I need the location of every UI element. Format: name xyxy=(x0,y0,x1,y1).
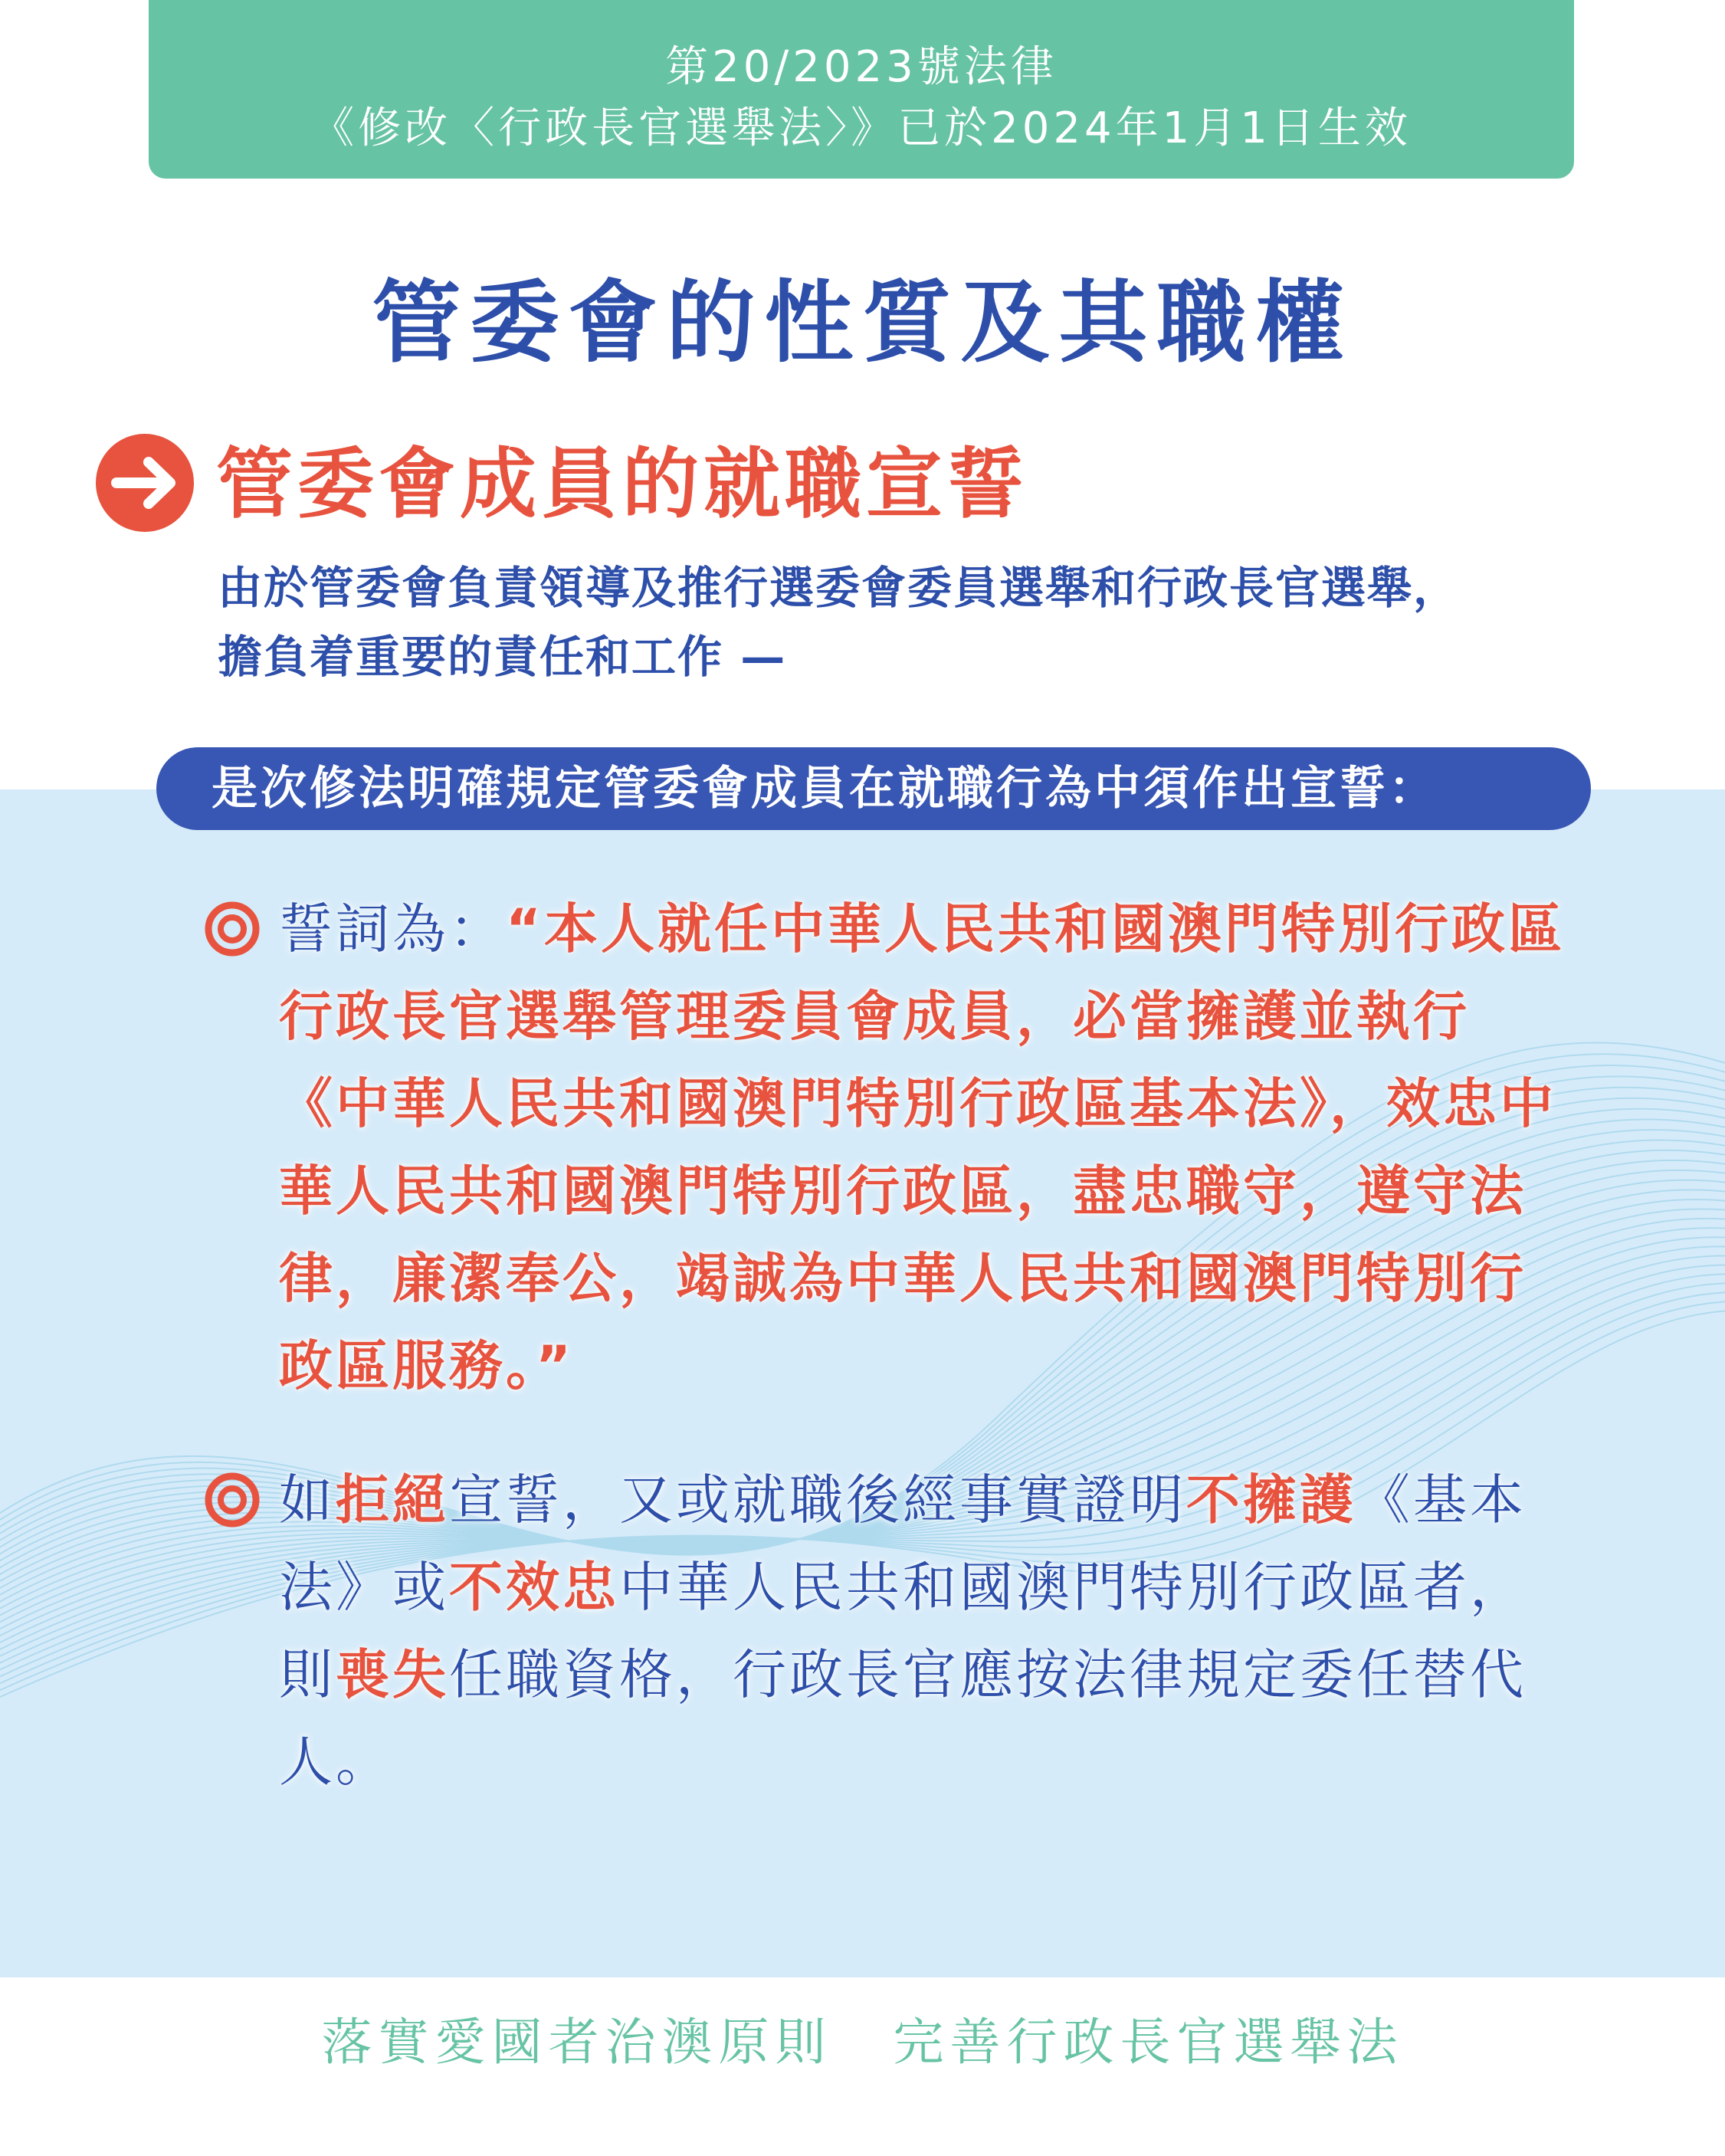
text-segment: 宣誓，又或就職後經事實證明 xyxy=(449,1469,1186,1531)
disqualification-paragraph xyxy=(279,1456,1566,1806)
top-banner xyxy=(149,0,1574,179)
oath-lead-label: 誓詞為： xyxy=(279,898,506,960)
intro-line-2: 擔負着重要的責任和工作 — xyxy=(218,631,787,683)
text-segment: 中華人民共和國澳門特別行政區者，則 xyxy=(279,1556,1527,1706)
banner-effective-date: 《修改〈行政長官選舉法〉》已於2024年1月1日生效 xyxy=(311,103,1412,153)
text-segment: 如 xyxy=(279,1469,336,1531)
text-segment: 《基本法》或 xyxy=(279,1469,1527,1619)
footer-slogan-left: 落實愛國者治澳原則 xyxy=(321,2013,832,2072)
footer-slogan-right: 完善行政長官選舉法 xyxy=(893,2013,1404,2072)
double-circle-bullet-icon xyxy=(204,1472,261,1528)
oath-text-paragraph xyxy=(279,885,1566,1409)
intro-text xyxy=(218,553,1674,691)
arrow-right-circle-icon xyxy=(93,432,196,534)
highlight-not-uphold: 不擁護 xyxy=(1186,1469,1356,1531)
footer-slogan xyxy=(0,2008,1725,2077)
banner-law-number: 第20/2023號法律 xyxy=(665,42,1058,92)
highlight-not-loyal: 不效忠 xyxy=(449,1556,619,1619)
double-circle-bullet-icon xyxy=(204,901,261,957)
highlight-refuse: 拒絕 xyxy=(336,1469,449,1531)
page-title: 管委會的性質及其職權 xyxy=(372,271,1353,375)
oath-requirement-banner: 是次修法明確規定管委會成員在就職行為中須作出宣誓： xyxy=(156,747,1591,830)
highlight-lose: 喪失 xyxy=(336,1643,449,1706)
oath-wording: “本人就任中華人民共和國澳門特別行政區行政長官選舉管理委員會成員，必當擁護並執行《中華人民共和國澳門特別行政區基本法》，效忠中華人民共和國澳門特別行政區，盡忠職守，遵守法律，廉潔奉公，竭誠為中華人民共和國澳門特別行政區服務。” xyxy=(279,898,1566,1397)
text-segment: 任職資格，行政長官應按法律規定委任替代人。 xyxy=(279,1643,1527,1793)
intro-line-1: 由於管委會負責領導及推行選委會委員選舉和行政長官選舉， xyxy=(218,562,1460,614)
section-heading: 管委會成員的就職宣誓 xyxy=(216,439,1028,529)
